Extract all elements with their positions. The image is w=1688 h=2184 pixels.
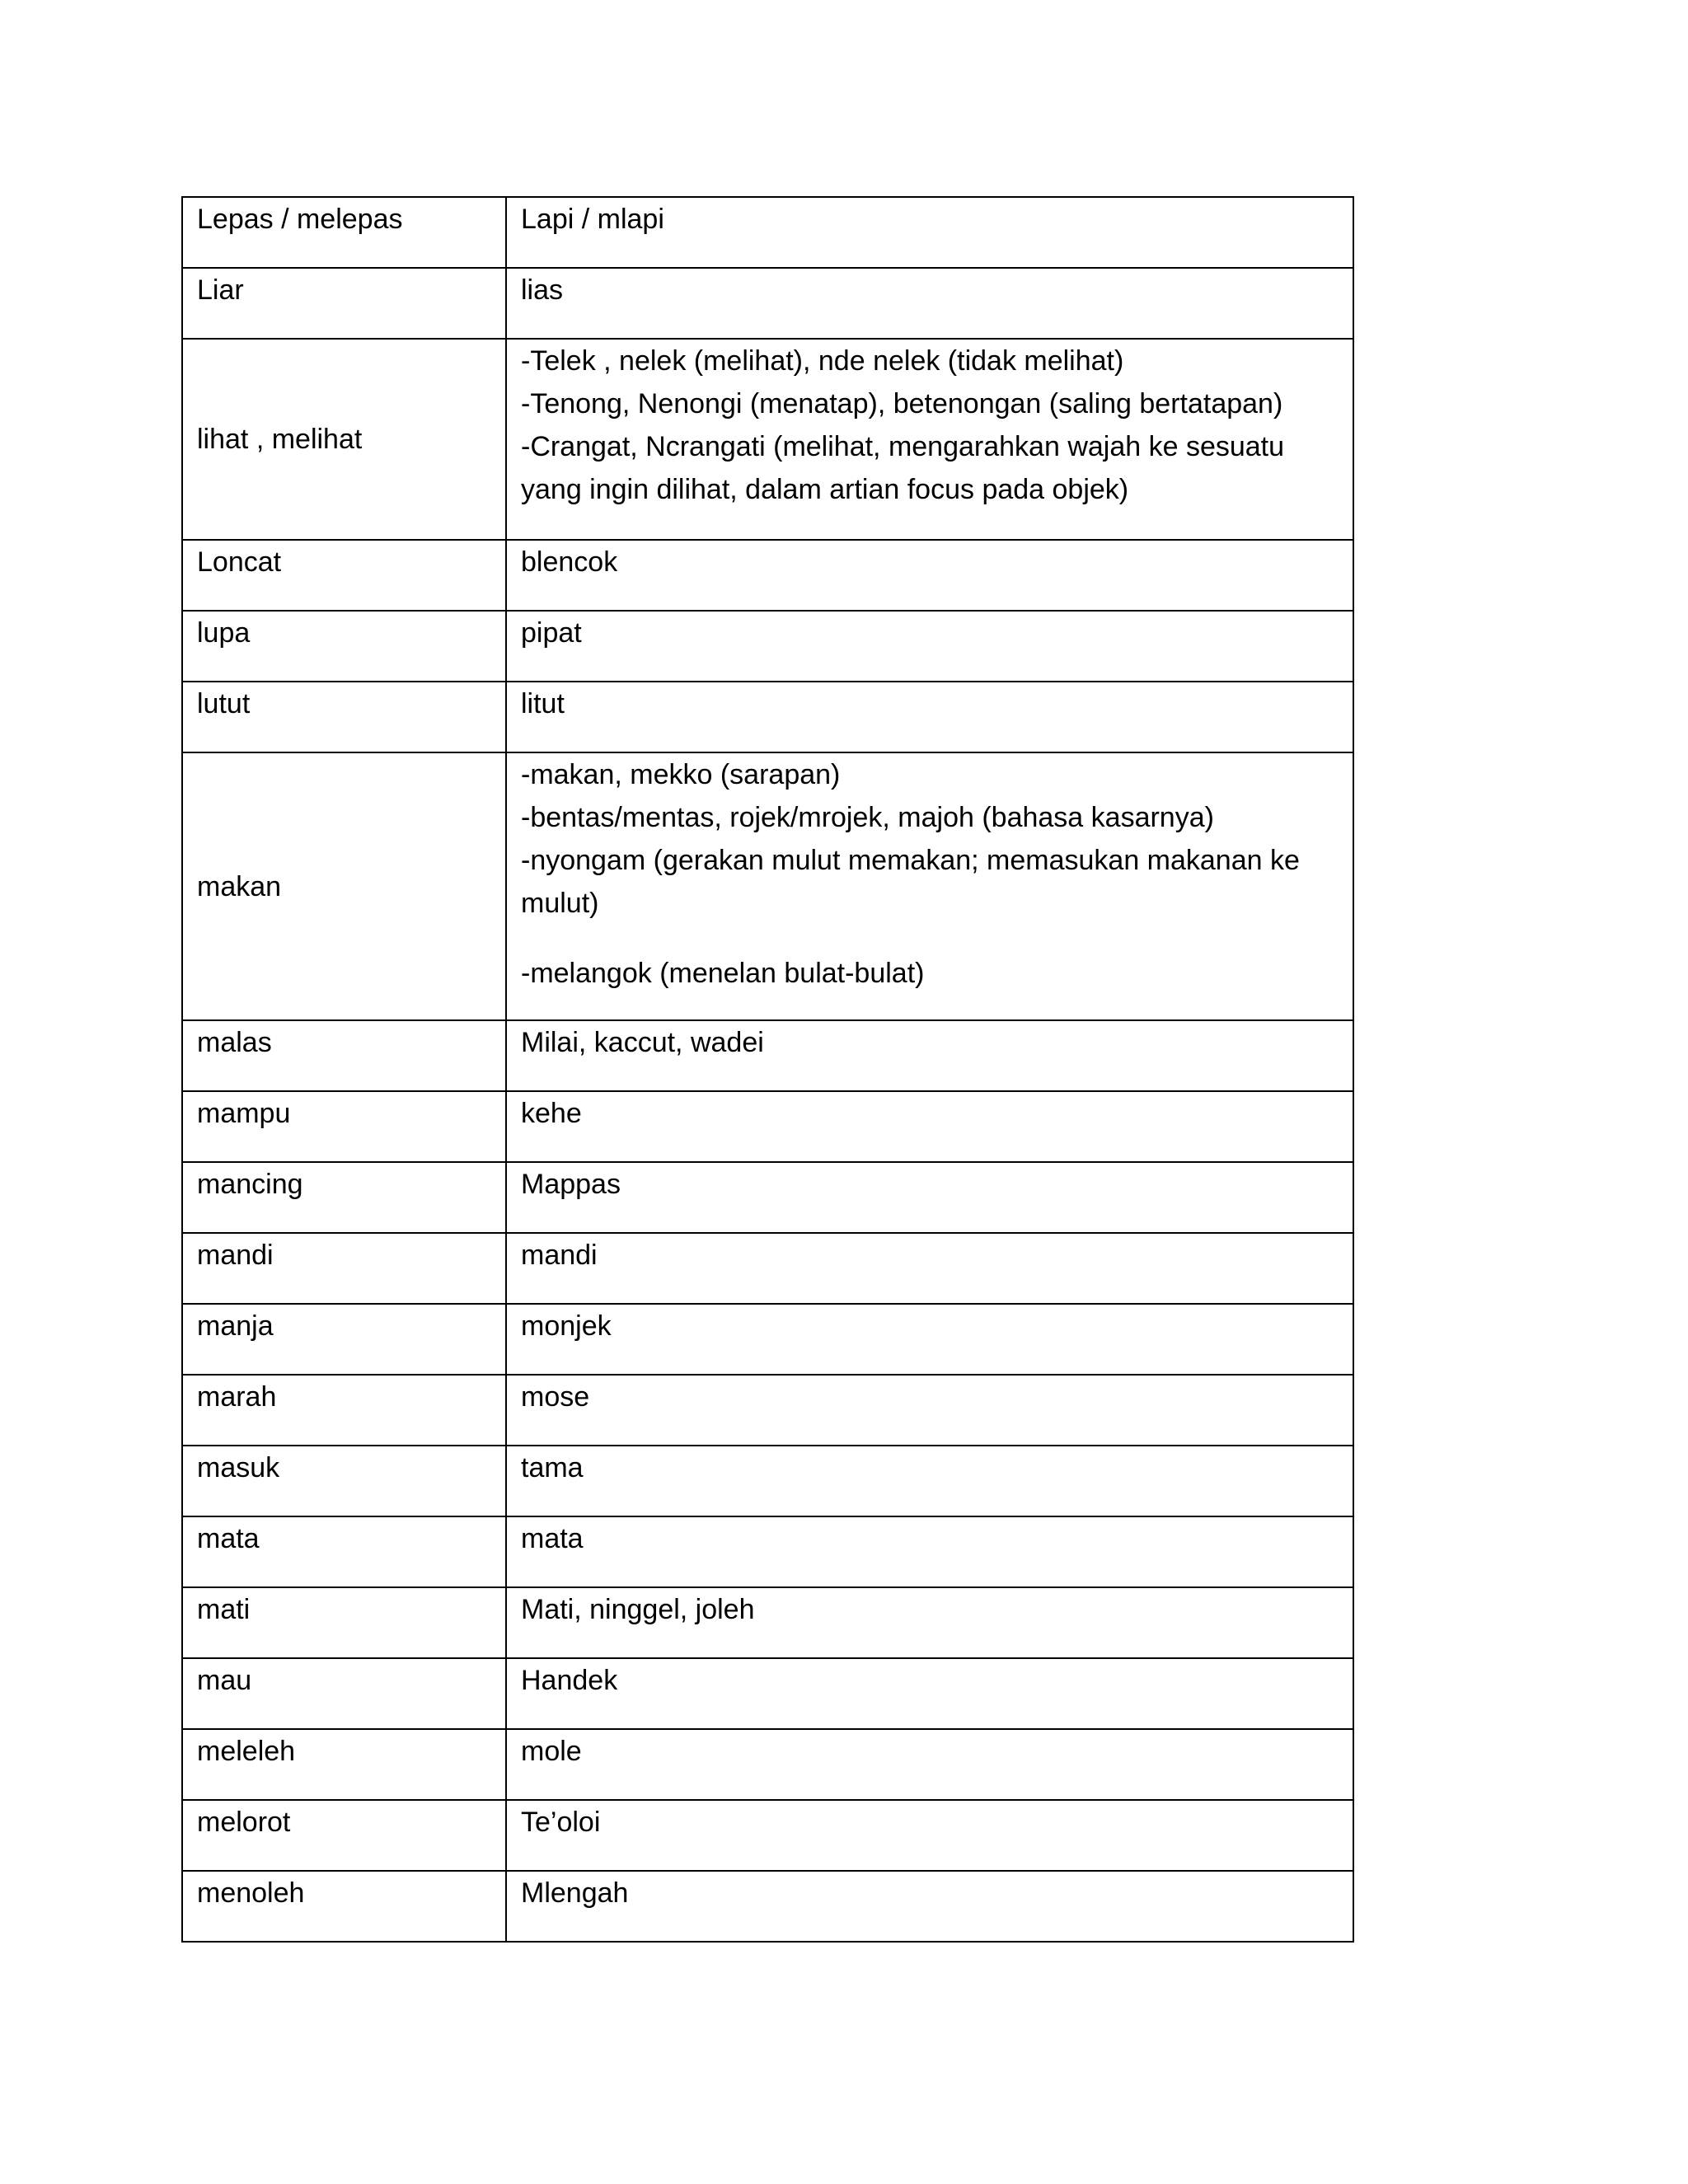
translation-line: Handek: [521, 1665, 618, 1696]
translation-line: litut: [521, 688, 565, 719]
translation-cell: [506, 197, 1353, 268]
word-cell: mampu: [182, 1091, 506, 1162]
translation-line: mata: [521, 1523, 584, 1554]
translation-cell: [506, 540, 1353, 611]
translation-cell: [506, 1304, 1353, 1375]
translation-line: Mappas: [521, 1169, 621, 1200]
word-cell: mati: [182, 1587, 506, 1658]
word-cell: lupa: [182, 611, 506, 682]
translation-line: mole: [521, 1736, 582, 1767]
vocabulary-table: [181, 196, 1354, 1943]
table-row: [182, 1162, 1353, 1233]
translation-cell: [506, 1800, 1353, 1871]
word-cell: menoleh: [182, 1871, 506, 1942]
translation-cell: [506, 1233, 1353, 1304]
translation-cell: [506, 682, 1353, 752]
word-cell: mandi: [182, 1233, 506, 1304]
translation-cell: [506, 1446, 1353, 1516]
translation-cell: [506, 752, 1353, 1020]
word-cell: lihat , melihat: [182, 339, 506, 540]
translation-cell: [506, 339, 1353, 540]
translation-cell: [506, 611, 1353, 682]
translation-line: blencok: [521, 546, 618, 578]
translation-line: mandi: [521, 1240, 598, 1271]
translation-line: -Tenong, Nenongi (menatap), betenongan (saling bertatapan): [521, 388, 1283, 419]
word-cell: malas: [182, 1020, 506, 1091]
translation-cell: [506, 1587, 1353, 1658]
table-row: [182, 540, 1353, 611]
table-row: [182, 197, 1353, 268]
table-row: [182, 1375, 1353, 1446]
word-cell: Lepas / melepas: [182, 197, 506, 268]
word-cell: masuk: [182, 1446, 506, 1516]
table-row: [182, 1800, 1353, 1871]
word-cell: marah: [182, 1375, 506, 1446]
word-cell: mata: [182, 1516, 506, 1587]
translation-cell: [506, 1658, 1353, 1729]
translation-line: Mati, ninggel, joleh: [521, 1594, 755, 1625]
table-row: [182, 1516, 1353, 1587]
translation-line: -nyongam (gerakan mulut memakan; memasukan makanan ke mulut): [521, 845, 1300, 919]
translation-line: pipat: [521, 617, 582, 649]
word-cell: makan: [182, 752, 506, 1020]
table-row: [182, 1446, 1353, 1516]
translation-cell: [506, 1729, 1353, 1800]
table-row: [182, 1658, 1353, 1729]
translation-line: Te’oloi: [521, 1807, 601, 1838]
translation-cell: [506, 1020, 1353, 1091]
translation-line: -Crangat, Ncrangati (melihat, mengarahkan wajah ke sesuatu yang ingin dilihat, dalam artian focus pada objek): [521, 431, 1285, 505]
word-cell: Liar: [182, 268, 506, 339]
translation-line: monjek: [521, 1310, 612, 1342]
translation-line: -bentas/mentas, rojek/mrojek, majoh (bahasa kasarnya): [521, 802, 1214, 833]
table-row: [182, 1091, 1353, 1162]
word-cell: meleleh: [182, 1729, 506, 1800]
translation-line: tama: [521, 1452, 584, 1483]
word-cell: lutut: [182, 682, 506, 752]
translation-line: Mlengah: [521, 1877, 629, 1909]
table-row: [182, 1587, 1353, 1658]
table-row: [182, 611, 1353, 682]
translation-line: Lapi / mlapi: [521, 204, 664, 235]
translation-cell: [506, 1162, 1353, 1233]
translation-cell: [506, 1091, 1353, 1162]
table-row: [182, 682, 1353, 752]
word-cell: Loncat: [182, 540, 506, 611]
table-row: [182, 1729, 1353, 1800]
table-row: [182, 339, 1353, 540]
translation-line: -makan, mekko (sarapan): [521, 759, 841, 790]
translation-cell: [506, 1516, 1353, 1587]
translation-cell: [506, 268, 1353, 339]
table-row: [182, 268, 1353, 339]
table-row: [182, 1304, 1353, 1375]
table-row: [182, 1233, 1353, 1304]
translation-line: kehe: [521, 1098, 582, 1129]
word-cell: manja: [182, 1304, 506, 1375]
word-cell: mancing: [182, 1162, 506, 1233]
translation-line: -Telek , nelek (melihat), nde nelek (tidak melihat): [521, 345, 1124, 377]
translation-cell: [506, 1871, 1353, 1942]
translation-line: Milai, kaccut, wadei: [521, 1027, 764, 1058]
word-cell: melorot: [182, 1800, 506, 1871]
word-cell: mau: [182, 1658, 506, 1729]
table-row: [182, 1871, 1353, 1942]
table-row: [182, 1020, 1353, 1091]
table-row: [182, 752, 1353, 1020]
translation-line: -melangok (menelan bulat-bulat): [521, 958, 925, 989]
translation-cell: [506, 1375, 1353, 1446]
translation-line: mose: [521, 1381, 590, 1413]
translation-line: lias: [521, 274, 564, 306]
